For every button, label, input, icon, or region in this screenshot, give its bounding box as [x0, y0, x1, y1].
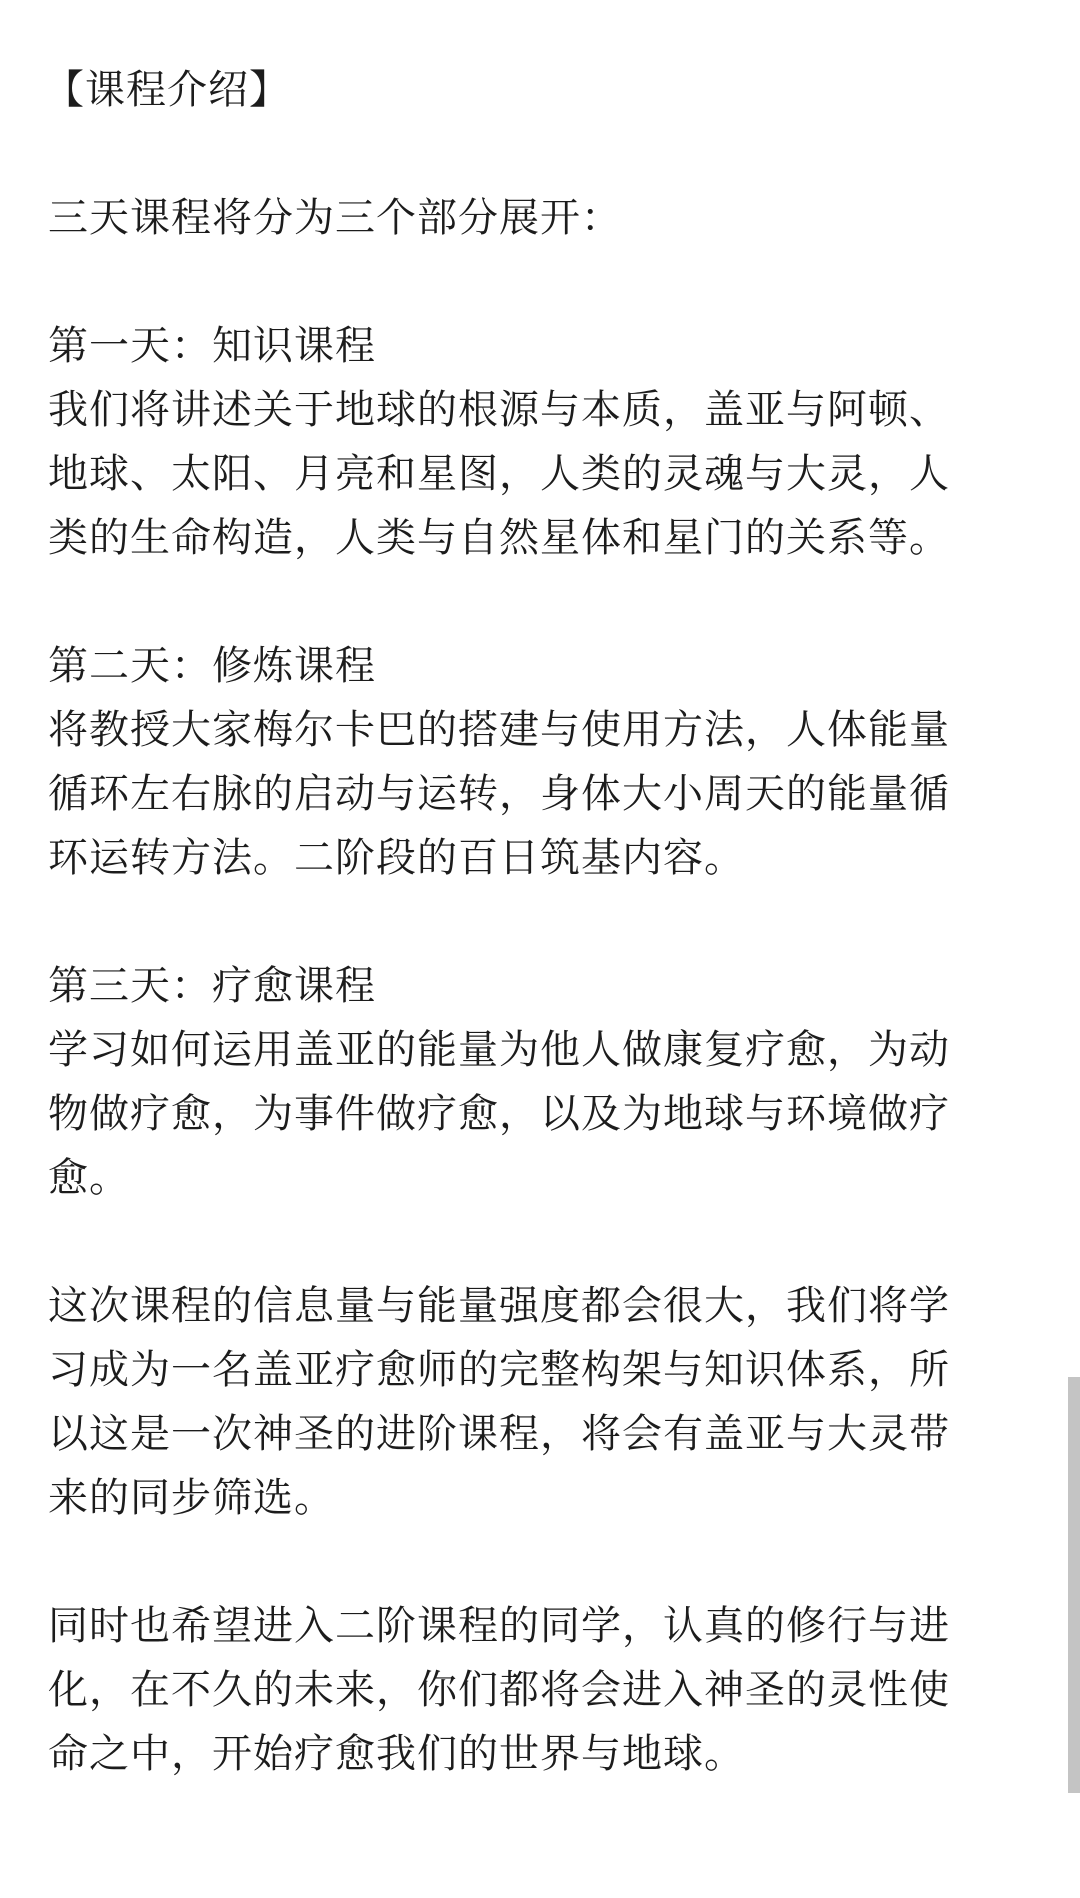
day3-line: 愈。: [48, 1155, 130, 1201]
paragraph-line: 习成为一名盖亚疗愈师的完整构架与知识体系，所: [48, 1347, 950, 1393]
day2-heading: 第二天：修炼课程: [48, 643, 376, 689]
spacer: [48, 1210, 1008, 1274]
day1-line: 类的生命构造，人类与自然星体和星门的关系等。: [48, 515, 950, 561]
vertical-scrollbar[interactable]: [1068, 1377, 1080, 1793]
paragraph-line: 命之中，开始疗愈我们的世界与地球。: [48, 1731, 745, 1777]
spacer: [48, 250, 1008, 314]
day1-heading: 第一天：知识课程: [48, 323, 376, 369]
day3-heading: 第三天：疗愈课程: [48, 963, 376, 1009]
day3-line: 学习如何运用盖亚的能量为他人做康复疗愈，为动: [48, 1027, 950, 1073]
page-title: 【课程介绍】: [44, 67, 290, 113]
day2-line: 循环左右脉的启动与运转，身体大小周天的能量循: [48, 771, 950, 817]
paragraph-closing: [48, 1594, 1008, 1786]
day3-line: 物做疗愈，为事件做疗愈，以及为地球与环境做疗: [48, 1091, 950, 1137]
day1-line: 我们将讲述关于地球的根源与本质，盖亚与阿顿、: [48, 387, 950, 433]
day3-section: [48, 954, 1008, 1210]
paragraph-line: 同时也希望进入二阶课程的同学，认真的修行与进: [48, 1603, 950, 1649]
spacer: [48, 890, 1008, 954]
paragraph-line: 这次课程的信息量与能量强度都会很大，我们将学: [48, 1283, 950, 1329]
day2-section: [48, 634, 1008, 890]
day2-line: 环运转方法。二阶段的百日筑基内容。: [48, 835, 745, 881]
paragraph-course-intensity: [48, 1274, 1008, 1530]
intro-text: 三天课程将分为三个部分展开：: [48, 195, 622, 241]
article-body: [44, 58, 1008, 1786]
day1-section: [48, 314, 1008, 570]
day1-line: 地球、太阳、月亮和星图，人类的灵魂与大灵，人: [48, 451, 950, 497]
paragraph-line: 来的同步筛选。: [48, 1475, 335, 1521]
day2-line: 将教授大家梅尔卡巴的搭建与使用方法，人体能量: [48, 707, 950, 753]
spacer: [48, 1530, 1008, 1594]
paragraph-line: 化，在不久的未来，你们都将会进入神圣的灵性使: [48, 1667, 950, 1713]
spacer: [48, 122, 1008, 186]
paragraph-line: 以这是一次神圣的进阶课程，将会有盖亚与大灵带: [48, 1411, 950, 1457]
spacer: [48, 570, 1008, 634]
